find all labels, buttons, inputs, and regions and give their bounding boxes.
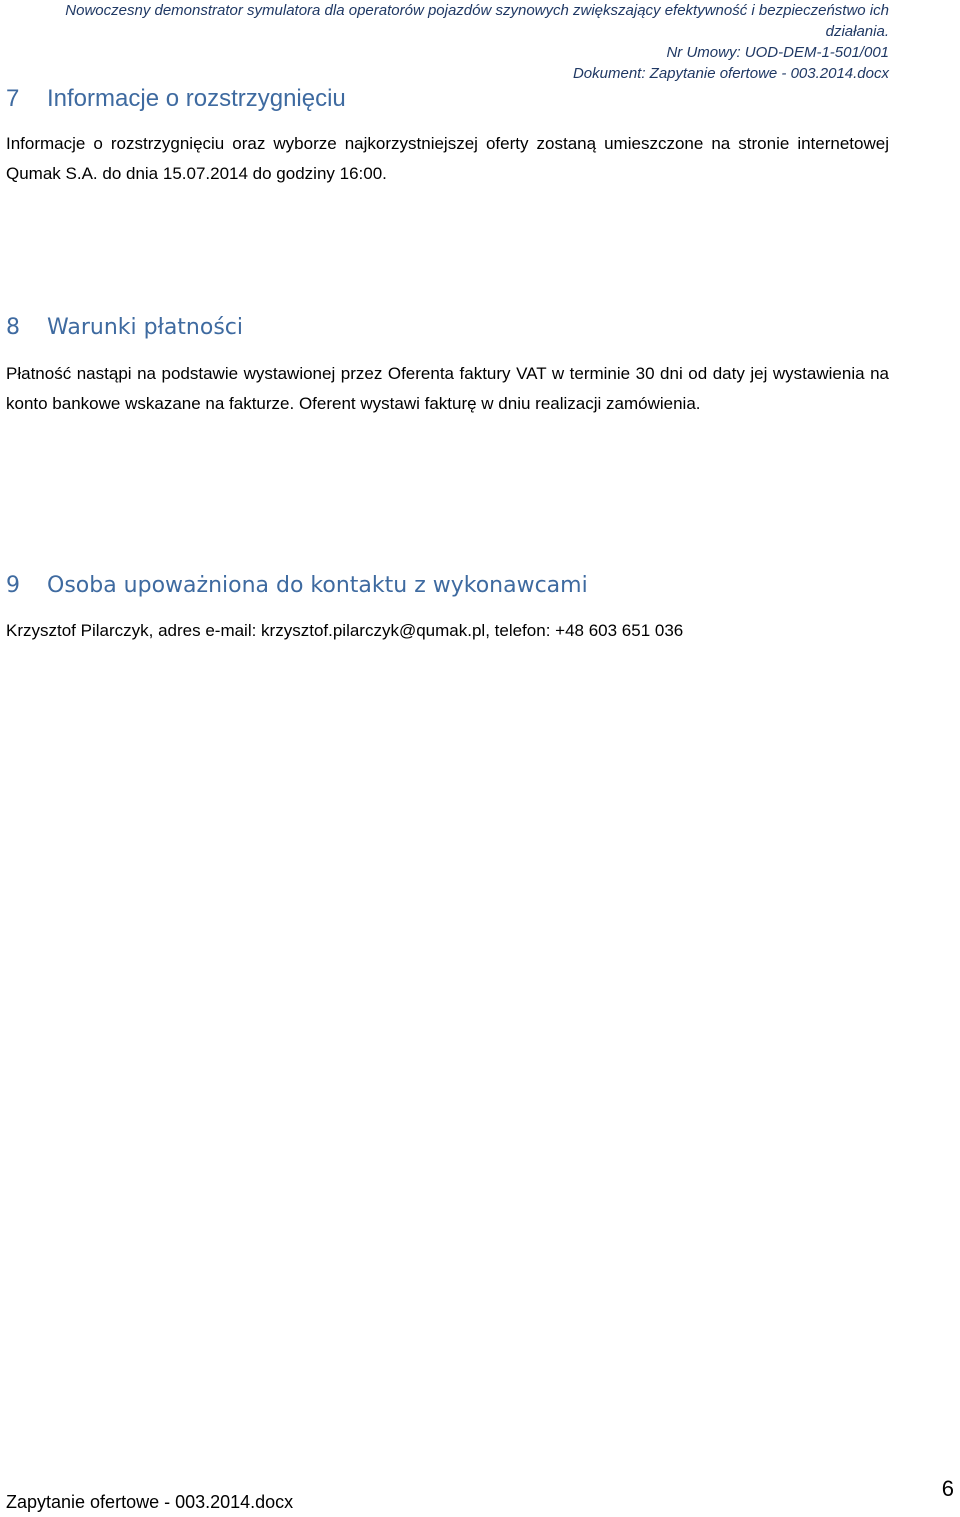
section-8-title: Warunki płatności	[47, 315, 244, 340]
section-8-text: Płatność nastąpi na podstawie wystawionej przez Oferenta faktury VAT w terminie 30 dni od daty jej wystawienia na konto bankowe wskazane na fakturze. Oferent wystawi fakturę w dniu realizacji zamówienia.	[6, 364, 889, 413]
section-9-heading	[6, 571, 889, 601]
footer-document-name: Zapytanie ofertowe - 003.2014.docx	[6, 1492, 294, 1512]
section-8-number: 8	[6, 315, 20, 340]
section-7	[6, 84, 889, 189]
header-project-title: Nowoczesny demonstrator symulatora dla operatorów pojazdów szynowych zwiększający efektywność i bezpieczeństwo ich	[65, 2, 889, 19]
section-9	[6, 571, 889, 646]
section-7-text: Informacje o rozstrzygnięciu oraz wyborze najkorzystniejszej oferty zostaną umieszczone na stronie internetowej Qumak S.A. do dnia 15.07.2014 do godziny 16:00.	[6, 134, 889, 183]
section-9-title: Osoba upoważniona do kontaktu z wykonawcami	[47, 573, 588, 598]
header-project-title-continued: działania.	[825, 23, 889, 40]
section-8-heading	[6, 313, 889, 343]
footer-page-number: 6	[941, 1476, 954, 1501]
section-9-text: Krzysztof Pilarczyk, adres e-mail: krzysztof.pilarczyk@qumak.pl, telefon: +48 603 651 036	[6, 621, 684, 640]
section-8	[6, 313, 889, 419]
section-7-number: 7	[6, 85, 20, 112]
header-document-name: Dokument: Zapytanie ofertowe - 003.2014.docx	[572, 65, 889, 82]
section-9-number: 9	[6, 573, 20, 598]
header-contract-number: Nr Umowy: UOD-DEM-1-501/001	[666, 44, 889, 61]
section-7-title: Informacje o rozstrzygnięciu	[47, 85, 346, 112]
page-header	[6, 0, 889, 84]
section-7-heading	[6, 84, 889, 114]
